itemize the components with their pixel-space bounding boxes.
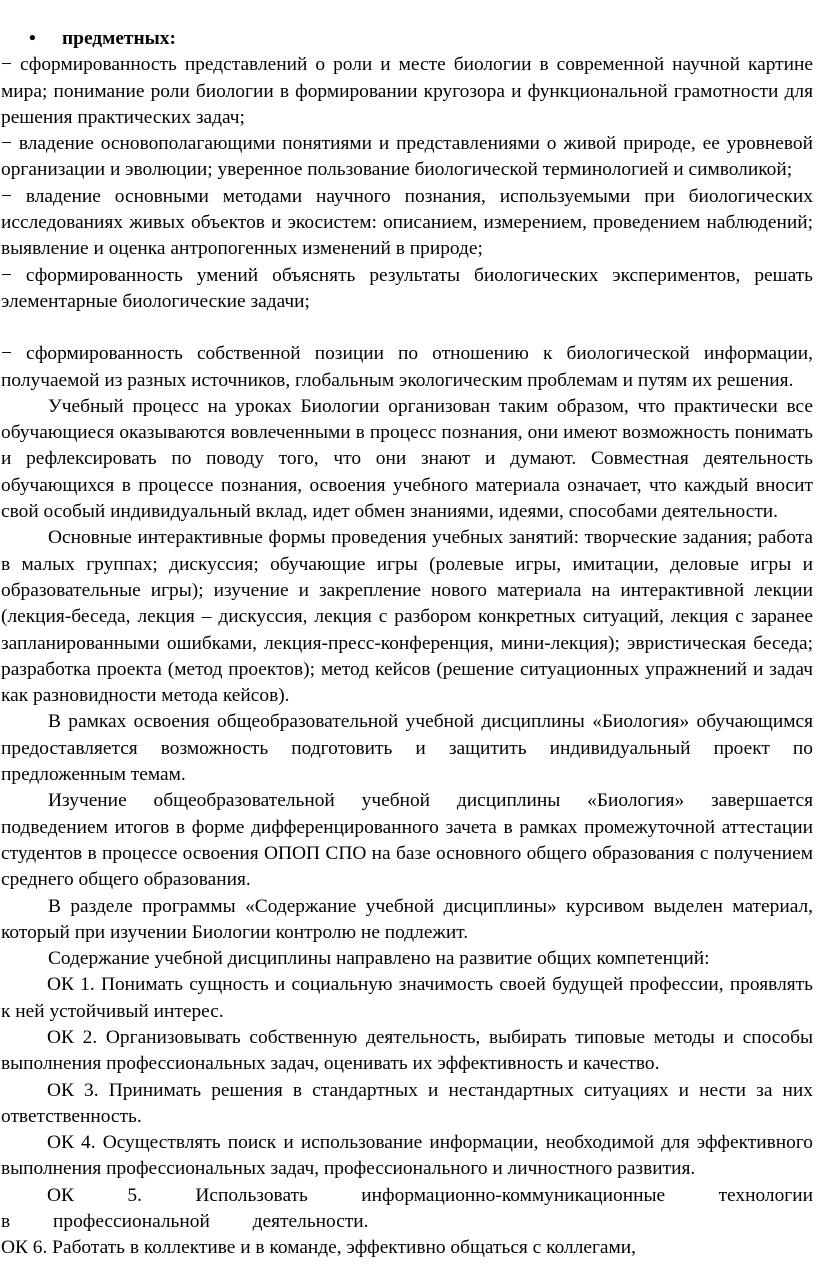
subject-result-item: − сформированность собственной позиции по отношению к биологической информации, получаемой из разных источников, глобальным экологическим проблемам и путям их решения.: [1, 343, 813, 391]
subject-result-item: − владение основными методами научного познания, используемыми при биологических исследованиях живых объектов и экосистем: описанием, измерением, проведением наблюдений; выявление и оценка антропогенных изменений в природе;: [1, 185, 813, 260]
bullet-icon: •: [29, 28, 36, 49]
paragraph-project: В рамках освоения общеобразовательной учебной дисциплины «Биология» обучающимся предоставляется возможность подготовить и защитить индивидуальный проект по предложенным темам.: [1, 711, 813, 786]
competency-ok4: ОК 4. Осуществлять поиск и использование информации, необходимой для эффективного выполнения профессиональных задач, профессионального и личностного развития.: [1, 1132, 813, 1180]
subject-result-item: − сформированность умений объяснять результаты биологических экспериментов, решать элементарные биологические задачи;: [1, 264, 813, 312]
heading-title: предметных:: [62, 28, 176, 49]
competency-ok2: ОК 2. Организовывать собственную деятельность, выбирать типовые методы и способы выполнения профессиональных задач, оценивать их эффективность и качество.: [1, 1026, 813, 1075]
competency-ok5: ОК 5. Использовать информационно-коммуникационные технологии в профессиональной деятельности.: [1, 1184, 813, 1233]
section-heading: [1, 26, 813, 52]
spacer: [1, 315, 813, 341]
subject-result-item: − сформированность представлений о роли и месте биологии в современной научной картине мира; понимание роли биологии в формировании кругозора и функциональной грамотности для решения практических задач;: [1, 54, 813, 128]
subject-result-item: − владение основополагающими понятиями и представлениями о живой природе, ее уровневой организации и эволюции; уверенное пользование биологической терминологией и символикой;: [1, 133, 813, 181]
paragraph-competencies-intro: Содержание учебной дисциплины направлено на развитие общих компетенций:: [48, 948, 710, 970]
competency-ok3: ОК 3. Принимать решения в стандартных и нестандартных ситуациях и нести за них ответственность.: [1, 1079, 813, 1127]
competency-ok1: ОК 1. Понимать сущность и социальную значимость своей будущей профессии, проявлять к ней устойчивый интерес.: [1, 974, 813, 1022]
paragraph-learning-process: Учебный процесс на уроках Биологии организован таким образом, что практически все обучающиеся оказываются вовлеченными в процесс познания, они имеют возможность понимать и рефлексировать по поводу того, что они знают и думают. Совместная деятельность обучающихся в процессе познания, освоения учебного материала означает, что каждый вносит свой особый индивидуальный вклад, идет обмен знаниями, идеями, способами деятельности.: [1, 395, 813, 523]
paragraph-italic-note: В разделе программы «Содержание учебной дисциплины» курсивом выделен материал, который при изучении Биологии контролю не подлежит.: [1, 895, 813, 943]
paragraph-interactive-forms: Основные интерактивные формы проведения учебных занятий: творческие задания; работа в малых группах; дискуссия; обучающие игры (ролевые игры, имитации, деловые игры и образовательные игры); изучение и закрепление нового материала на интерактивной лекции (лекция-беседа, лекция – дискуссия, лекция с разбором конкретных ситуаций, лекция с заранее запланированными ошибками, лекция-пресс-конференция, мини-лекция); эвристическая беседа; разработка проекта (метод проектов); метод кейсов (решение ситуационных упражнений и задач как разновидности метода кейсов).: [1, 527, 813, 707]
paragraph-assessment: Изучение общеобразовательной учебной дисциплины «Биология» завершается подведением итогов в форме дифференцированного зачета в рамках промежуточной аттестации студентов в процессе освоения ОПОП СПО на базе основного общего образования с получением среднего общего образования.: [1, 790, 813, 891]
competency-ok6: ОК 6. Работать в коллективе и в команде, эффективно общаться с коллегами,: [1, 1237, 637, 1259]
